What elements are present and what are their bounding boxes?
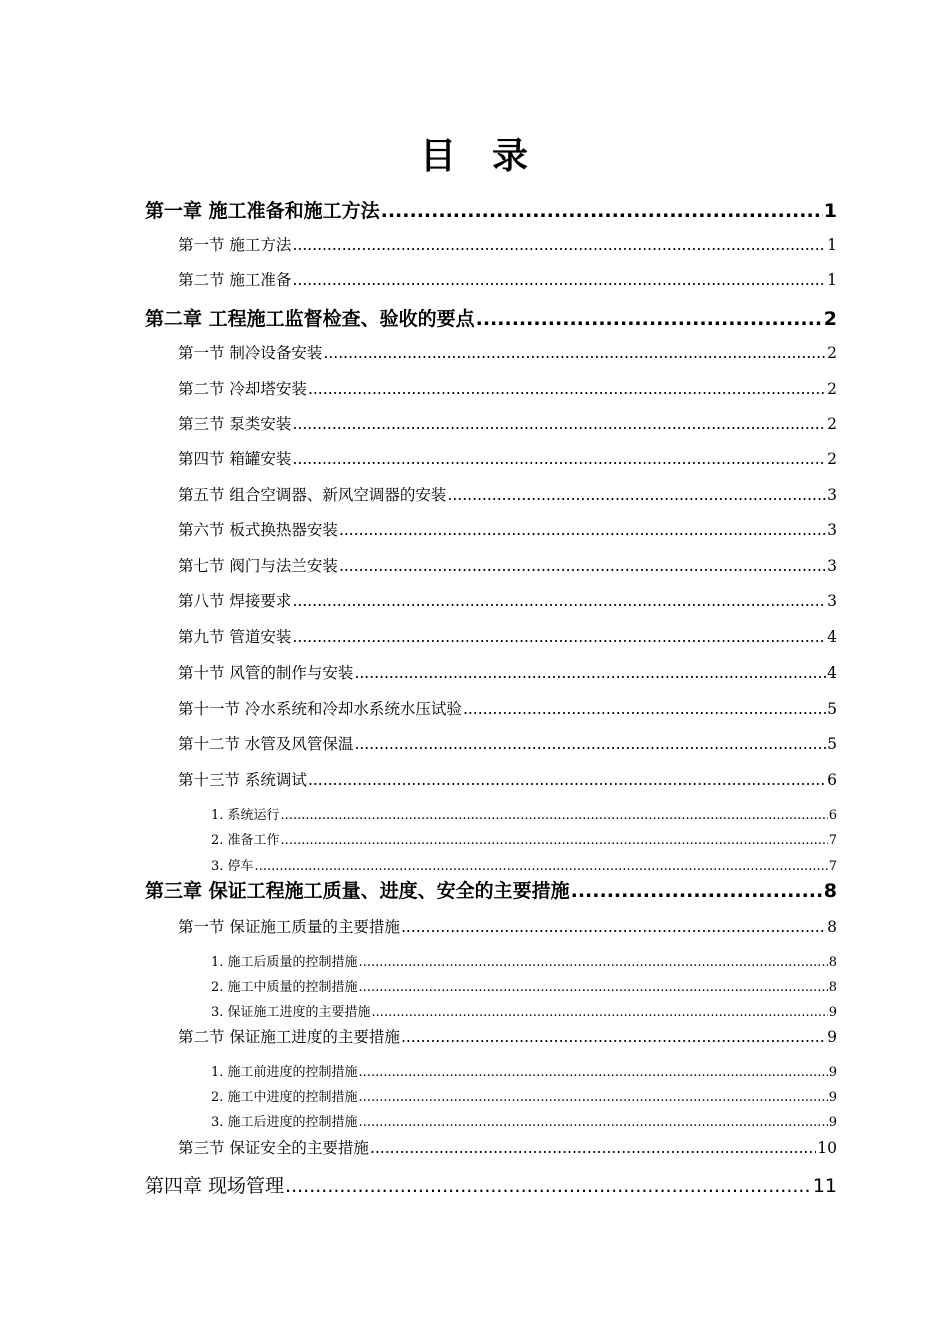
toc-entry-title: 3. 停车 bbox=[211, 859, 254, 874]
title-char-2: 录 bbox=[492, 136, 531, 177]
toc-entry[interactable] bbox=[211, 804, 837, 823]
toc-entry-title: 第四节 箱罐安装 bbox=[178, 450, 292, 468]
toc-dot-leader bbox=[292, 415, 826, 433]
toc-page-number: 1 bbox=[827, 236, 837, 254]
toc-dot-leader bbox=[292, 271, 826, 289]
toc-entry[interactable] bbox=[178, 625, 837, 647]
toc-page-number: 9 bbox=[827, 1028, 837, 1046]
toc-entry[interactable] bbox=[178, 268, 837, 290]
toc-entry[interactable] bbox=[211, 1061, 837, 1080]
toc-page-number: 8 bbox=[828, 980, 837, 995]
toc-entry[interactable] bbox=[211, 1111, 837, 1130]
toc-entry[interactable] bbox=[178, 377, 837, 399]
toc-entry-title: 第十一节 冷水系统和冷却水系统水压试验 bbox=[178, 700, 462, 718]
toc-page-number: 9 bbox=[828, 1005, 837, 1020]
toc-entry[interactable] bbox=[211, 855, 837, 874]
toc-dot-leader bbox=[308, 380, 826, 398]
toc-page-number: 1 bbox=[823, 200, 837, 222]
toc-page-number: 10 bbox=[817, 1139, 837, 1157]
toc-page-number: 8 bbox=[828, 955, 837, 970]
toc-entry-title: 第十节 风管的制作与安装 bbox=[178, 664, 354, 682]
toc-entry-title: 第三节 保证安全的主要措施 bbox=[178, 1139, 369, 1157]
toc-entry[interactable] bbox=[178, 1136, 837, 1158]
toc-dot-leader bbox=[354, 664, 826, 682]
toc-entry-title: 第十三节 系统调试 bbox=[178, 771, 307, 789]
toc-entry[interactable] bbox=[178, 768, 837, 790]
toc-dot-leader bbox=[354, 735, 826, 753]
toc-entry[interactable] bbox=[145, 876, 837, 903]
toc-entry[interactable] bbox=[211, 951, 837, 970]
toc-page-number: 8 bbox=[823, 880, 837, 902]
toc-dot-leader bbox=[339, 557, 826, 575]
toc-entry-title: 2. 准备工作 bbox=[211, 833, 280, 848]
toc-entry-title: 第三节 泵类安装 bbox=[178, 415, 292, 433]
toc-entry-title: 第四章 现场管理 bbox=[145, 1175, 285, 1197]
toc-entry[interactable] bbox=[178, 589, 837, 611]
toc-entry-title: 第六节 板式换热器安装 bbox=[178, 521, 338, 539]
toc-entry-title: 第二节 保证施工进度的主要措施 bbox=[178, 1028, 400, 1046]
toc-entry[interactable] bbox=[178, 732, 837, 754]
toc-dot-leader bbox=[372, 1005, 828, 1020]
toc-entry-title: 2. 施工中进度的控制措施 bbox=[211, 1090, 358, 1105]
toc-entry-title: 第十二节 水管及风管保温 bbox=[178, 735, 354, 753]
toc-entry-title: 第一章 施工准备和施工方法 bbox=[145, 200, 380, 222]
toc-entry-title: 第七节 阀门与法兰安装 bbox=[178, 557, 338, 575]
toc-dot-leader bbox=[292, 450, 826, 468]
toc-dot-leader bbox=[359, 1090, 828, 1105]
toc-dot-leader bbox=[359, 955, 828, 970]
toc-dot-leader bbox=[323, 344, 826, 362]
toc-dot-leader bbox=[463, 700, 826, 718]
toc-entry[interactable] bbox=[178, 412, 837, 434]
toc-page-number: 9 bbox=[828, 1090, 837, 1105]
toc-entry[interactable] bbox=[178, 341, 837, 363]
toc-page-number: 2 bbox=[827, 450, 837, 468]
toc-dot-leader bbox=[359, 1115, 828, 1130]
toc-entry[interactable] bbox=[178, 483, 837, 505]
toc-page-number: 7 bbox=[828, 859, 837, 874]
toc-entry[interactable] bbox=[211, 976, 837, 995]
toc-dot-leader bbox=[401, 918, 826, 936]
toc-entry-title: 1. 系统运行 bbox=[211, 808, 280, 823]
toc-entry-title: 1. 施工后质量的控制措施 bbox=[211, 955, 358, 970]
toc-page-number: 5 bbox=[827, 735, 837, 753]
toc-entry[interactable] bbox=[178, 233, 837, 255]
toc-dot-leader bbox=[381, 200, 823, 222]
toc-entry[interactable] bbox=[178, 915, 837, 937]
toc-entry-title: 第八节 焊接要求 bbox=[178, 592, 292, 610]
toc-entry[interactable] bbox=[178, 1025, 837, 1047]
toc-dot-leader bbox=[359, 1065, 828, 1080]
toc-page-number: 3 bbox=[827, 557, 837, 575]
toc-page-number: 5 bbox=[827, 700, 837, 718]
toc-entry[interactable] bbox=[178, 518, 837, 540]
toc-entry[interactable] bbox=[178, 447, 837, 469]
title-char-1: 目 bbox=[419, 136, 458, 177]
toc-entry-title: 第一节 制冷设备安装 bbox=[178, 344, 323, 362]
toc-page-number: 7 bbox=[828, 833, 837, 848]
toc-page-number: 4 bbox=[827, 628, 837, 646]
toc-dot-leader bbox=[447, 486, 826, 504]
toc-entry-title: 第二章 工程施工监督检查、验收的要点 bbox=[145, 308, 475, 330]
toc-page-number: 2 bbox=[827, 415, 837, 433]
toc-page-number: 3 bbox=[827, 486, 837, 504]
toc-page-number: 6 bbox=[827, 771, 837, 789]
toc-entry[interactable] bbox=[211, 1001, 837, 1020]
toc-page-number: 3 bbox=[827, 521, 837, 539]
toc-entry[interactable] bbox=[145, 196, 837, 223]
toc-entry-title: 第一节 保证施工质量的主要措施 bbox=[178, 918, 400, 936]
toc-page-number: 3 bbox=[827, 592, 837, 610]
toc-page-number: 11 bbox=[812, 1175, 837, 1197]
toc-entry[interactable] bbox=[178, 554, 837, 576]
toc-dot-leader bbox=[308, 771, 826, 789]
toc-page-number: 4 bbox=[827, 664, 837, 682]
toc-entry[interactable] bbox=[145, 304, 837, 331]
toc-dot-leader bbox=[292, 236, 826, 254]
toc-entry-title: 第二节 冷却塔安装 bbox=[178, 380, 307, 398]
toc-dot-leader bbox=[370, 1139, 816, 1157]
toc-dot-leader bbox=[401, 1028, 826, 1046]
toc-entry-title: 1. 施工前进度的控制措施 bbox=[211, 1065, 358, 1080]
toc-entry[interactable] bbox=[178, 697, 837, 719]
toc-entry-title: 第三章 保证工程施工质量、进度、安全的主要措施 bbox=[145, 880, 570, 902]
toc-page-number: 6 bbox=[828, 808, 837, 823]
toc-dot-leader bbox=[571, 880, 823, 902]
toc-entry-title: 第一节 施工方法 bbox=[178, 236, 292, 254]
toc-dot-leader bbox=[281, 833, 828, 848]
toc-page-number: 8 bbox=[827, 918, 837, 936]
toc-entry-title: 第二节 施工准备 bbox=[178, 271, 292, 289]
toc-entry-title: 3. 保证施工进度的主要措施 bbox=[211, 1005, 371, 1020]
toc-dot-leader bbox=[255, 859, 828, 874]
toc-dot-leader bbox=[359, 980, 828, 995]
toc-entry-title: 第九节 管道安装 bbox=[178, 628, 292, 646]
toc-page-number: 9 bbox=[828, 1065, 837, 1080]
toc-dot-leader bbox=[292, 592, 826, 610]
toc-entry-title: 3. 施工后进度的控制措施 bbox=[211, 1115, 358, 1130]
toc-entry[interactable] bbox=[145, 1171, 837, 1198]
toc-dot-leader bbox=[285, 1175, 812, 1197]
page-title bbox=[0, 128, 950, 179]
toc-page-number: 2 bbox=[827, 344, 837, 362]
toc-page-number: 9 bbox=[828, 1115, 837, 1130]
toc-dot-leader bbox=[476, 308, 823, 330]
toc-entry-title: 第五节 组合空调器、新风空调器的安装 bbox=[178, 486, 447, 504]
toc-entry[interactable] bbox=[211, 829, 837, 848]
toc-entry-title: 2. 施工中质量的控制措施 bbox=[211, 980, 358, 995]
toc-page-number: 2 bbox=[823, 308, 837, 330]
toc-dot-leader bbox=[292, 628, 826, 646]
toc-page-number: 1 bbox=[827, 271, 837, 289]
toc-dot-leader bbox=[281, 808, 828, 823]
toc-entry[interactable] bbox=[178, 661, 837, 683]
toc-page-number: 2 bbox=[827, 380, 837, 398]
toc-dot-leader bbox=[339, 521, 826, 539]
toc-entry[interactable] bbox=[211, 1086, 837, 1105]
